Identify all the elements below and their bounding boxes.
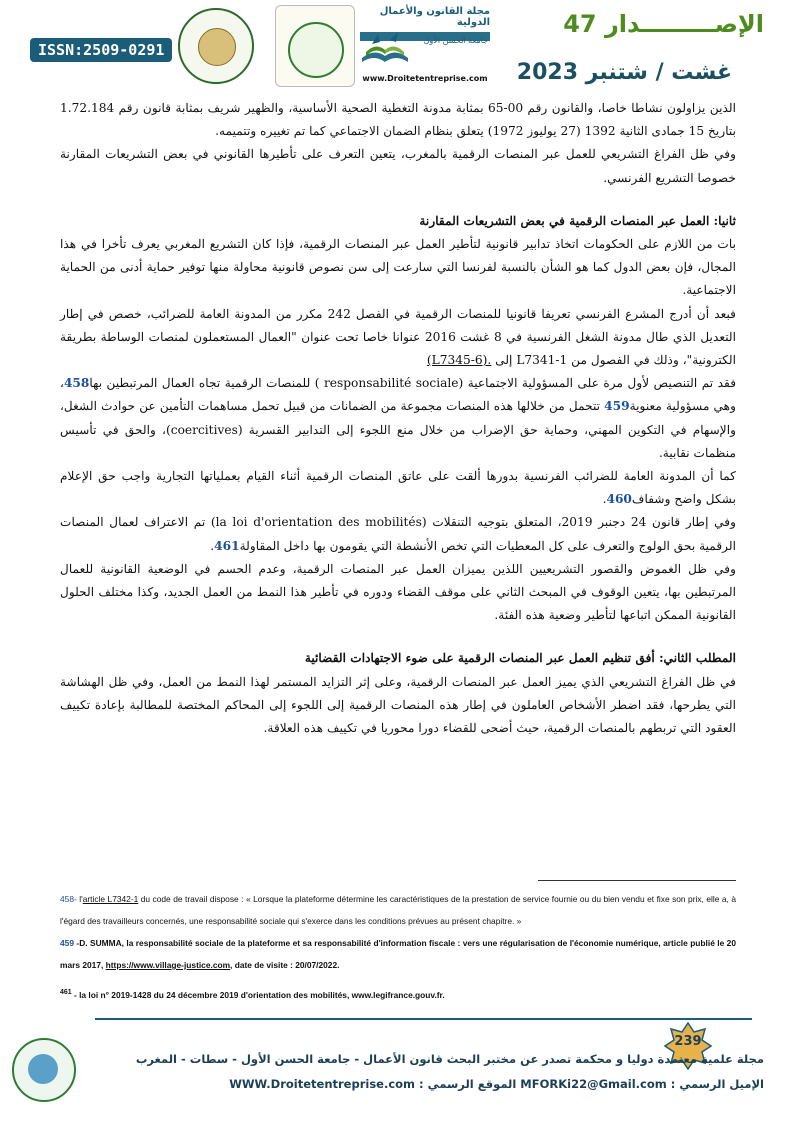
journal-emblem	[275, 5, 355, 87]
paragraph: فقد تم التنصيص لأول مرة على المسؤولية الاجتماعية ( responsabilité sociale) للمنصات الرقمية تجاه العمال المرتبطين بها458، وهي مسؤولية معنوية459 تتحمل من خلالها هذه المنصات مجموعة من الضمانات من قبيل تحمل مساهمات التأمين عن حوادث الشغل، والإسهام في التكوين المهني، وحماية حق الإضراب من خلال منع اللجوء إلى التدابير القسرية (coercitives)، والحق في تأسيس منظمات نقابية.	[60, 376, 737, 460]
footnote-461: $^{461}$ - la loi n° 2019-1428 du 24 décembre 2019 d'orientation des mobilités, www.legifrance.gouv.fr.	[60, 989, 445, 1000]
paragraph: وفي إطار قانون 24 دجنبر 2019، المتعلق بتوجيه التنقلات (la loi d'orientation des mobilités) تم الاعتراف لعمال المنصات الرقمية بحق الولوج والتعرف على كل المعطيات التي تخص الأنشطة التي يقومون بها داخل المقاولة461.	[60, 515, 737, 553]
paragraph: وفي ظل الغموض والقصور التشريعيين اللذين يميزان العمل عبر المنصات الرقمية، وعدم الحسم في الوضعية القانونية للعمال المرتبطين بها، يتعين الوقوف في المبحث الثاني على موقف القضاء ودوره في تأطير هذا النمط من العمل الجديد، وكذا مختلف الحلول القانونية الممكن اتباعها لتأطير وضعية هذه الفئة.	[60, 561, 736, 623]
footer-contact-line: الإميل الرسمي : MFORKi22@Gmail.com الموقع الرسمي : WWW.Droitetentreprise.com	[229, 1077, 764, 1091]
website-url: www.Droitetentreprise.com	[362, 74, 488, 83]
paragraph: الذين يزاولون نشاطا خاصا، والقانون رقم 00-65 بمثابة مدونة التغطية الصحية الأساسية، والظهير شريف بمثابة قانون رقم 1.72.184 بتاريخ 15 جمادى الثانية 1392 (27 يوليوز 1972) يتعلق بنظام الضمان الاجتماعي كما تم تغييره وتتميمه.	[60, 101, 736, 139]
page-header	[0, 0, 794, 95]
journal-seal	[12, 1038, 76, 1102]
footnote-458: 458- l'article L7342-1 du code de travail dispose : « Lorsque la plateforme détermine les caractéristiques de la prestation de service fournie ou du bien vendu et fixe son prix, elle a, à l'égard des travailleurs concernés, une responsabilité sociale qui s'exerce dans les conditions prévues au présent chapitre. »	[60, 894, 737, 926]
page-number: 239	[674, 1034, 702, 1049]
footnote-459: 459 -D. SUMMA, la responsabilité sociale de la plateforme et sa responsabilité d'information fiscale : vers une régularisation de l'économie numérique, article publié le 20 mars 2017, https://www.village-justice.com, date de visite : 20/07/2022.	[60, 938, 736, 970]
issn-badge: ISSN:2509-0291	[30, 38, 172, 62]
section-heading: ثانيا: العمل عبر المنصات الرقمية في بعض التشريعات المقارنة	[419, 213, 736, 228]
emblem-icon	[288, 22, 344, 78]
lab-logo	[178, 8, 254, 84]
journal-title: مجلة القانون والأعمال الدولية	[379, 6, 490, 28]
footnote-ref-458[interactable]: 458	[63, 376, 90, 391]
footnote-ref-460[interactable]: 460	[606, 492, 632, 507]
article-link[interactable]: article L7342-1	[82, 894, 139, 904]
paragraph: وفي ظل الفراغ التشريعي للعمل عبر المنصات الرقمية بالمغرب، يتعين التعرف على تأطيرها القانوني في بعض التشريعات المقارنة خصوصا التشريع الفرنسي.	[60, 147, 736, 185]
book-icon	[360, 28, 410, 64]
footnote-ref-459[interactable]: 459	[604, 399, 630, 414]
issue-date: غشت / شتنبر 2023	[516, 60, 732, 85]
paragraph: بات من اللازم على الحكومات اتخاذ تدابير قانونية لتأطير العمل عبر المنصات الرقمية، فإذا كان التشريع المغربي يعرف تأخرا في هذا المجال، فإن بعض الدول كما هو الشأن بالنسبة لفرنسا التي سارعت إلى سن نصوص قانونية محاولة منها توفير حماية أدنى من الحماية الاجتماعية.	[60, 237, 736, 298]
footnotes	[60, 888, 736, 1006]
seal-icon	[28, 1054, 58, 1084]
article-body	[60, 97, 736, 740]
footer-divider	[95, 1018, 752, 1020]
paragraph: فبعد أن أدرج المشرع الفرنسي تعريفا قانونيا للمنصات الرقمية في الفصل 242 مكرر من المدونة العامة للضرائب، خصص في إطار التعديل الذي طال مدونة الشغل الفرنسية في 8 غشت 2016 عنوانا خاصا تحت عنوان "العمال المستعملون لمنصات الوساطة بطريقة الكترونية"، وذلك في الفصول من L7341-1 إلى (L7345-6).	[60, 306, 737, 368]
issue-label: الإصـــــــــدار 47	[563, 10, 764, 38]
university-name: جامعة الحسن الأول	[423, 36, 488, 45]
section-heading: المطلب الثاني: أفق تنظيم العمل عبر المنصات الرقمية على ضوء الاجتهادات القضائية	[304, 651, 736, 666]
paragraph: في ظل الفراغ التشريعي الذي يميز العمل عبر المنصات الرقمية، وعلى إثر التزايد المستمر لهذا النمط من العمل، وفي ظل الهشاشة التي يطرحها، فقد اضطر الأشخاص العاملون في إطار هذه المنصات الرقمية إلى اللجوء إلى المحاكم المختصة للمطالبة بإعادة تكييف العقود التي تربطهم بالمنصات الرقمية، حيث أضحى للقضاء دورا محوريا في تكييف هذه العلاقة.	[60, 674, 736, 736]
footnote-separator	[538, 880, 736, 881]
paragraph: كما أن المدونة العامة للضرائب الفرنسية بدورها ألقت على عاتق المنصات الرقمية أثناء القيام بعملياتها التجارية واجب حق الإعلام بشكل واضح وشفاف460.	[60, 469, 736, 507]
footnote-ref-461[interactable]: 461	[214, 538, 240, 553]
village-justice-link[interactable]: https://www.village-justice.com	[105, 960, 231, 970]
footer-journal-line: مجلة علمية معتمدة دوليا و محكمة تصدر عن مختبر البحث قانون الأعمال - جامعة الحسن الأول - سطات - المغرب	[135, 1052, 764, 1066]
scales-icon	[198, 28, 236, 66]
journal-masthead	[360, 6, 490, 86]
